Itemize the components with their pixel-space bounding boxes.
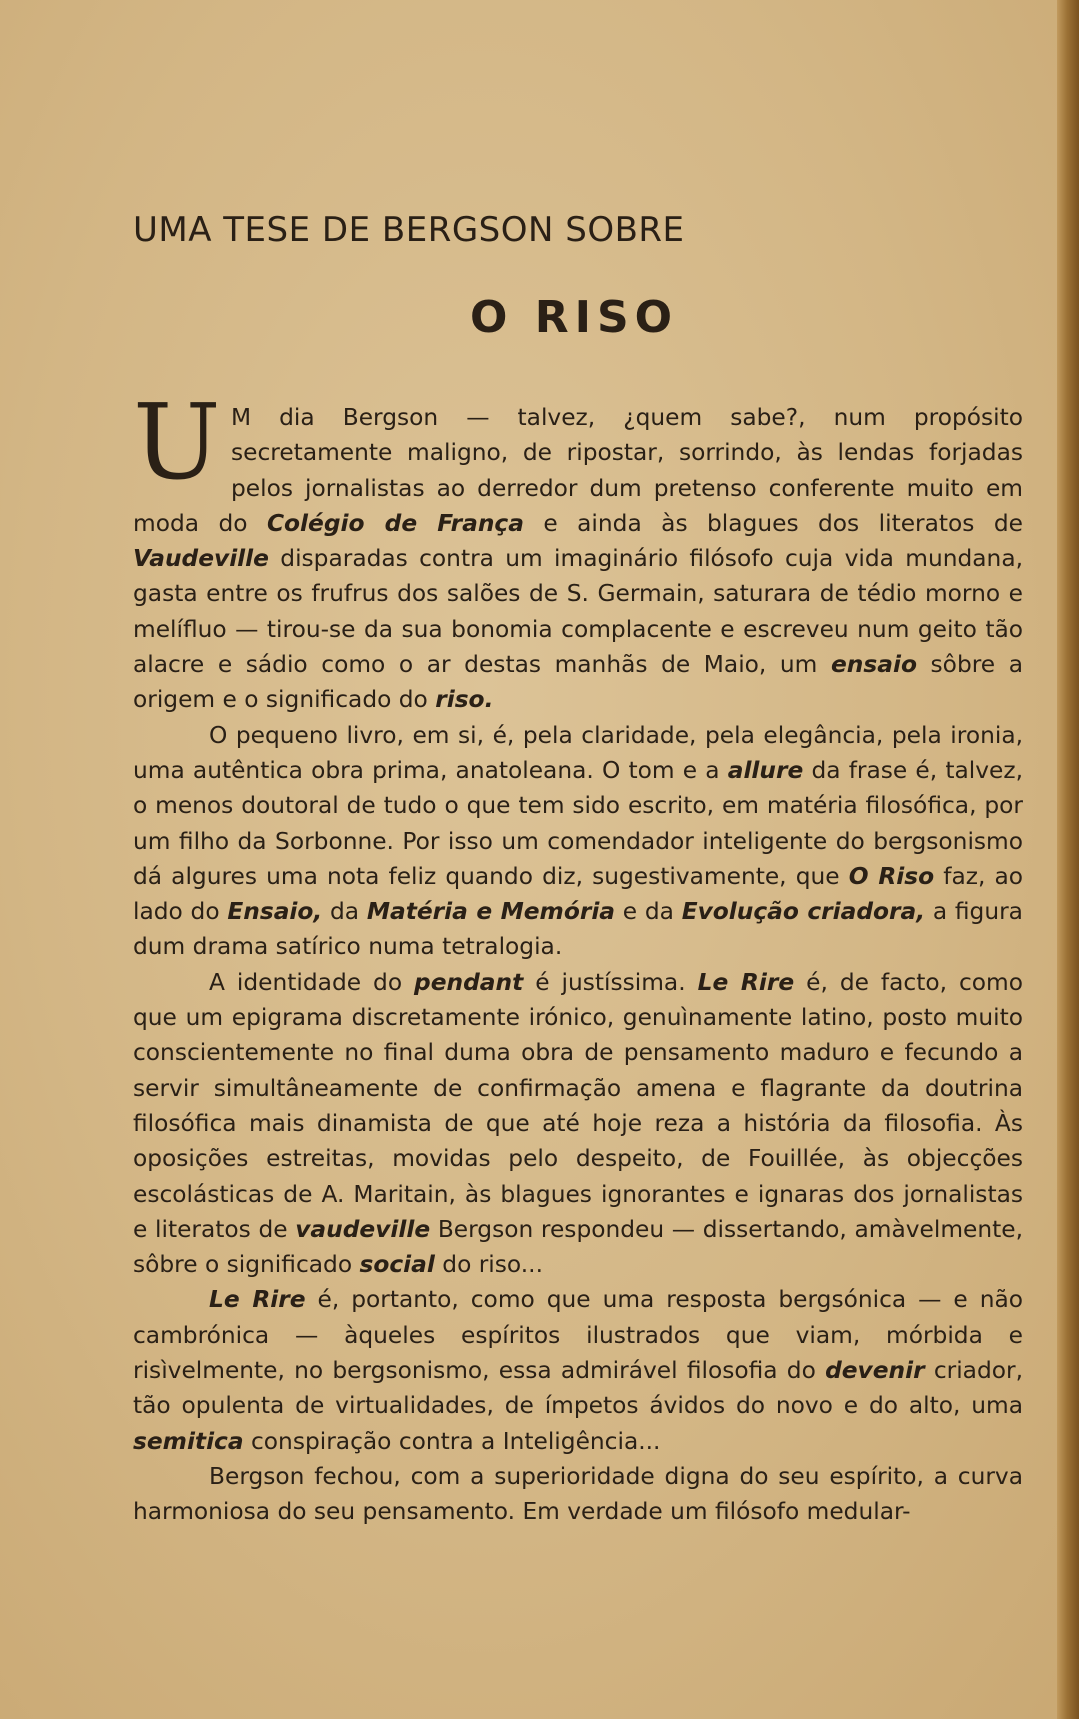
italic-segment: vaudeville (295, 1215, 431, 1243)
paragraph-3 (133, 965, 1023, 1283)
text-segment: M dia Bergson — talvez, ¿quem sabe?, num propósito secretamente maligno, de ripostar, sorrindo, às lendas forjadas pelos jornalistas ao derredor dum pretenso conferente muito em moda do (133, 404, 1023, 537)
paragraph-5 (133, 1459, 1023, 1530)
text-segment: e da (615, 898, 682, 926)
heading-top: UMA TESE DE BERGSON SOBRE (133, 210, 685, 250)
text-segment: do riso... (434, 1251, 543, 1279)
paragraph-4 (133, 1282, 1023, 1458)
text-segment: criador, tão opulenta de virtualidades, de ímpetos ávidos do novo e do alto, uma (133, 1357, 1023, 1420)
text-segment: é, de facto, como que um epigrama discretamente irónico, genuìnamente latino, posto muito conscientemente no final duma obra de pensamento maduro e fecundo a servir simultâneamente de confirmação amena e flagrante da doutrina filosófica mais dinamista de que até hoje reza a história da filosofia. Às oposições estreitas, movidas pelo despeito, de Fouillée, às objecções escolásticas de A. Maritain, às blagues ignorantes e ignaras dos jornalistas e literatos de (133, 968, 1023, 1243)
italic-segment: Le Rire (697, 968, 795, 996)
italic-segment: ensaio (830, 651, 917, 679)
italic-segment: Ensaio, (227, 898, 323, 926)
dropcap-box (133, 381, 225, 503)
text-segment: da (322, 898, 367, 926)
text-segment: conspiração contra a Inteligência... (243, 1427, 661, 1455)
text-segment: é, portanto, como que uma resposta bergsónica — e não cambrónica — àqueles espíritos ilustrados que viam, mórbida e risìvelmente, no bergsonismo, essa admirável filosofia do (133, 1286, 1023, 1385)
italic-segment: allure (727, 756, 804, 784)
body-text (133, 381, 1023, 1530)
italic-segment: Le Rire (209, 1286, 306, 1314)
text-segment: da frase é, talvez, o menos doutoral de tudo o que tem sido escrito, em matéria filosófica, por um filho da Sorbonne. Por isso um comendador inteligente do bergsonismo dá algures uma nota feliz quando diz, sugestivamente, que (133, 756, 1023, 890)
heading-main: O RISO (470, 292, 679, 343)
italic-segment: Evolução criadora, (681, 898, 926, 926)
text-segment: O pequeno livro, em si, é, pela claridade, pela elegância, pela ironia, uma autêntica obra prima, anatoleana. O tom e a (133, 721, 1023, 784)
text-segment: é justíssima. (523, 968, 698, 996)
paragraph-2 (133, 718, 1023, 965)
italic-segment: social (359, 1251, 435, 1279)
text-segment: a figura dum drama satírico numa tetralogia. (133, 898, 1023, 961)
italic-segment: Vaudeville (133, 545, 269, 573)
text-segment: e ainda às blagues dos literatos de (523, 509, 1023, 537)
dropcap: U (133, 381, 221, 503)
italic-segment: devenir (825, 1357, 925, 1385)
italic-segment: riso. (435, 686, 494, 714)
page-edge (1057, 0, 1079, 1719)
italic-segment: pendant (414, 968, 524, 996)
paragraph-1 (133, 381, 1023, 718)
italic-segment: Matéria e Memória (366, 898, 616, 926)
text-segment: Bergson respondeu — dissertando, amàvelmente, sôbre o significado (133, 1215, 1023, 1279)
text-segment: disparadas contra um imaginário filósofo cuja vida mundana, gasta entre os frufrus dos salões de S. Germain, saturara de tédio morno e melífluo — tirou-se da sua bonomia complacente e escreveu num geito tão alacre e sádio como o ar destas manhãs de Maio, um (133, 545, 1023, 679)
italic-segment: Colégio de França (266, 509, 524, 537)
text-segment: faz, ao lado do (133, 862, 1023, 926)
italic-segment: semitica (133, 1427, 244, 1455)
italic-segment: O Riso (848, 862, 935, 890)
text-segment: A identidade do (209, 968, 415, 996)
text-segment: sôbre a origem e o significado do (133, 651, 1023, 714)
text-segment: Bergson fechou, com a superioridade digna do seu espírito, a curva harmoniosa do seu pensamento. Em verdade um filósofo medular- (133, 1462, 1023, 1526)
